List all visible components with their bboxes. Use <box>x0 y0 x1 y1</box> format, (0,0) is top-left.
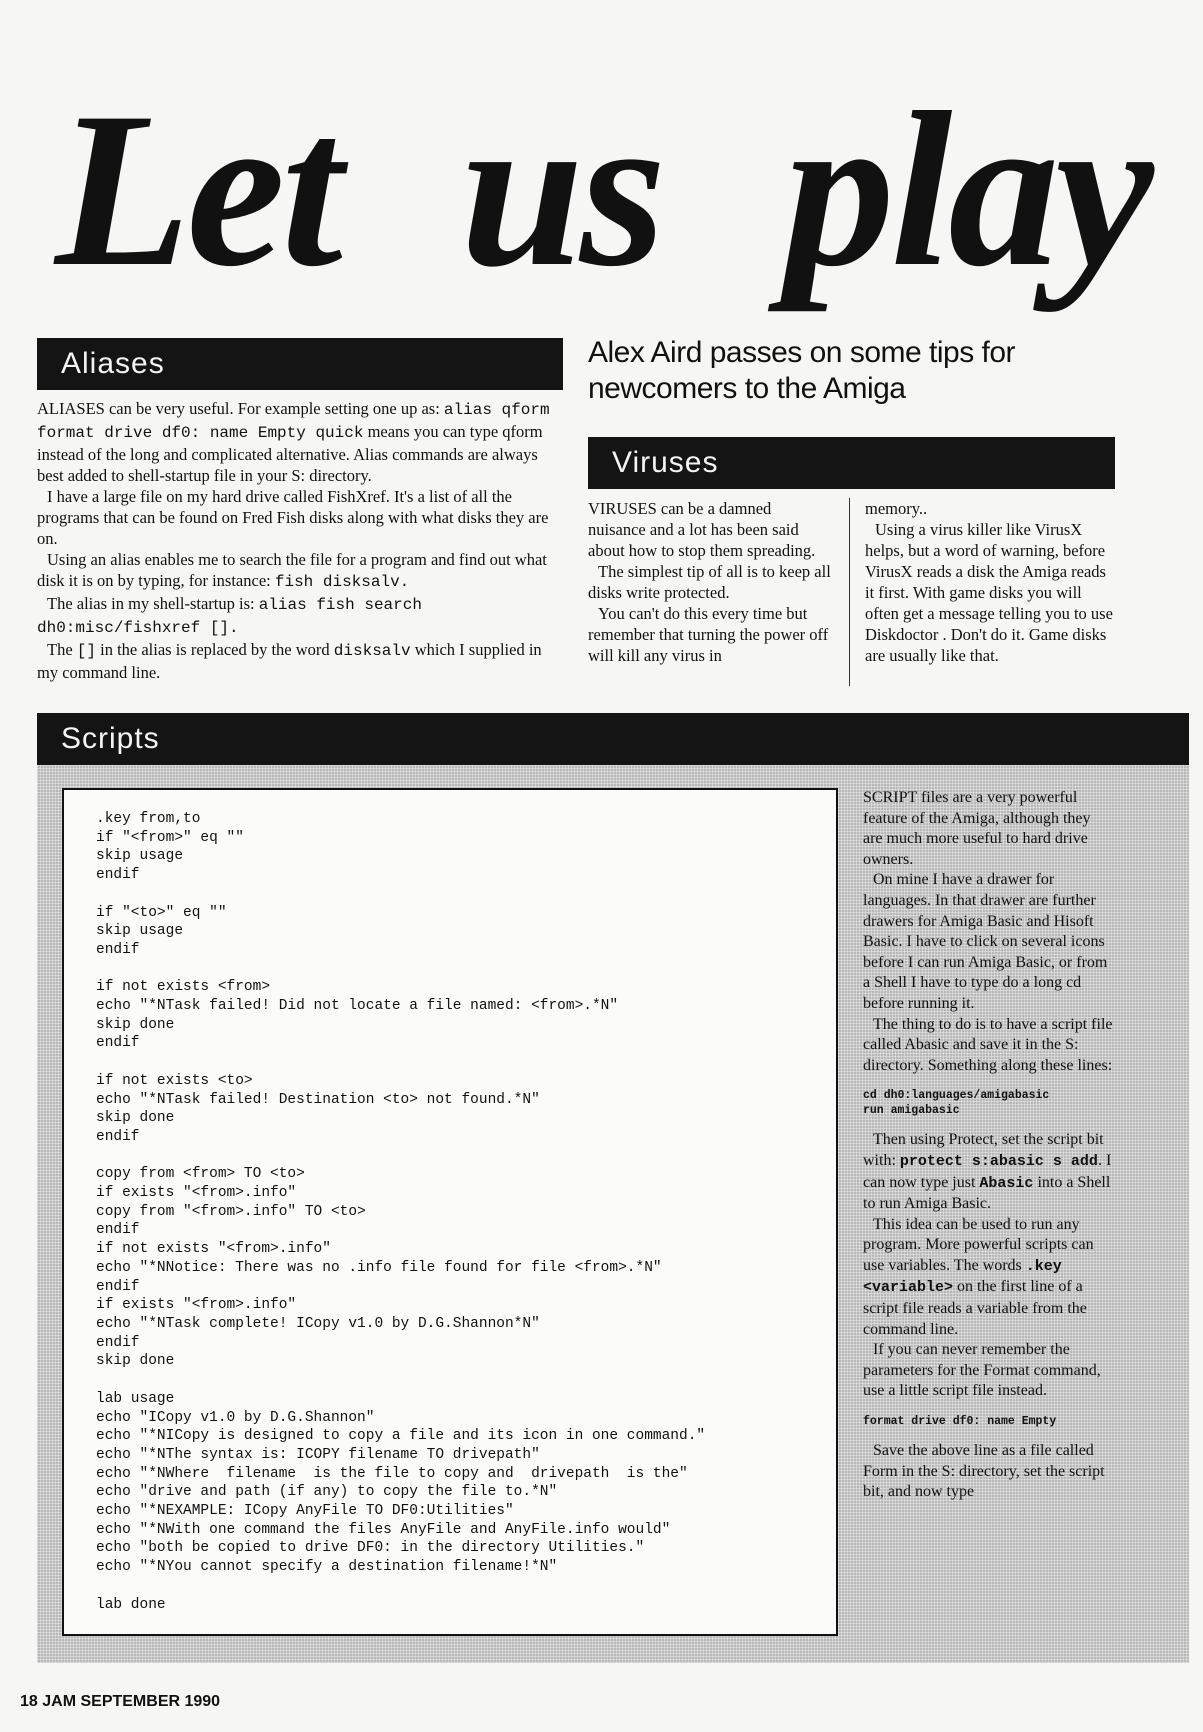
aliases-paragraph: The alias in my shell-startup is: alias fish search dh0:misc/fishxref []. <box>37 594 422 637</box>
scripts-code-example: cd dh0:languages/amigabasic run amigabasic <box>863 1089 1050 1118</box>
section-title-scripts: Scripts <box>61 722 160 755</box>
scripts-paragraph: The thing to do is to have a script file called Abasic and save it in the S: directory. Something along these lines: <box>863 1015 1113 1074</box>
aliases-body <box>37 398 557 683</box>
aliases-paragraph: The [] in the alias is replaced by the word disksalv which I supplied in my command line. <box>37 640 542 682</box>
scripts-code-example: format drive df0: name Empty <box>863 1415 1057 1429</box>
viruses-column-2 <box>865 498 1115 666</box>
scripts-paragraph: This idea can be used to run any program. More powerful scripts can use variables. The words .key <variable> on the first line of a script file reads a variable from the command line. <box>863 1215 1094 1338</box>
viruses-paragraph: You can't do this every time but remember that turning the power off will kill any virus in <box>588 604 829 665</box>
scripts-body <box>863 788 1113 1503</box>
column-divider <box>849 498 850 686</box>
aliases-paragraph: Using an alias enables me to search the file for a program and find out what disk it is on by typing, for instance: fish disksalv. <box>37 550 547 591</box>
standfirst: Alex Aird passes on some tips for newcomers to the Amiga <box>588 336 1016 405</box>
scripts-paragraph: On mine I have a drawer for languages. In that drawer are further drawers for Amiga Basic and Hisoft Basic. I have to click on several icons before I can run Amiga Basic, or from a Shell I have to type do a long cd before running it. <box>863 871 1108 1012</box>
viruses-column-1 <box>588 498 833 666</box>
icopy-script-listing: .key from,to if "<from>" eq "" skip usage endif if "<to>" eq "" skip usage endif if not exists <from> echo "*NTask failed! Did not locate a file named: <from>.*N" skip done endif if not exists <to> echo "*NTask failed! Destination <to> not found.*N" skip done endif copy from <from> TO <to> if exists "<from>.info" copy from "<from>.info" TO <to> endif if not exists "<from>.info" echo "*NNotice: There was no .info file found for file <from>.*N" endif if exists "<from>.info" echo "*NTask complete! ICopy v1.0 by D.G.Shannon*N" endif skip done lab usage echo "ICopy v1.0 by D.G.Shannon" echo "*NICopy is designed to copy a file and its icon in one command." echo "*NThe syntax is: ICOPY filename TO drivepath" echo "*NWhere filename is the file to copy and drivepath is the" echo "drive and path (if any) to copy the file to.*N" echo "*NEXAMPLE: ICopy AnyFile TO DF0:Utilities" echo "*NWith one command the files AnyFile and AnyFile.info would" echo "both be copied to drive DF0: in the directory Utilities." echo "*NYou cannot specify a destination filename!*N" lab done <box>96 811 706 1613</box>
section-header-scripts <box>37 713 1189 765</box>
aliases-paragraph: I have a large file on my hard drive called FishXref. It's a list of all the programs that can be found on Fred Fish disks along with what disks they are on. <box>37 487 549 548</box>
section-title-aliases: Aliases <box>61 347 165 380</box>
headline: Let us play <box>55 67 1150 313</box>
section-header-viruses <box>588 437 1115 489</box>
scripts-paragraph: Save the above line as a file called Form in the S: directory, set the script bit, and now type <box>863 1442 1105 1501</box>
scripts-paragraph: SCRIPT files are a very powerful feature of the Amiga, although they are much more useful to hard drive owners. <box>863 789 1091 868</box>
section-title-viruses: Viruses <box>612 446 719 479</box>
viruses-paragraph: memory.. <box>865 499 928 518</box>
viruses-paragraph: Using a virus killer like VirusX helps, but a word of warning, before VirusX reads a disk the Amiga reads it first. With game disks you will often get a message telling you to use Diskdoctor . Don't do it. Game disks are usually like that. <box>865 520 1113 665</box>
viruses-paragraph: The simplest tip of all is to keep all disks write protected. <box>588 562 831 602</box>
viruses-paragraph: VIRUSES can be a damned nuisance and a lot has been said about how to stop them spreading. <box>588 499 816 560</box>
page-footer: 18 JAM SEPTEMBER 1990 <box>20 1693 221 1710</box>
scripts-paragraph: Then using Protect, set the script bit with: protect s:abasic s add. I can now type just Abasic into a Shell to run Amiga Basic. <box>863 1131 1112 1213</box>
aliases-paragraph: ALIASES can be very useful. For example setting one up as: alias qform format drive df0: name Empty quick means you can type qform instead of the long and complicated alternative. Alias commands are always best added to shell-startup file in your S: directory. <box>37 399 550 485</box>
scripts-paragraph: If you can never remember the parameters for the Format command, use a little script file instead. <box>863 1341 1101 1400</box>
section-header-aliases <box>37 338 563 390</box>
